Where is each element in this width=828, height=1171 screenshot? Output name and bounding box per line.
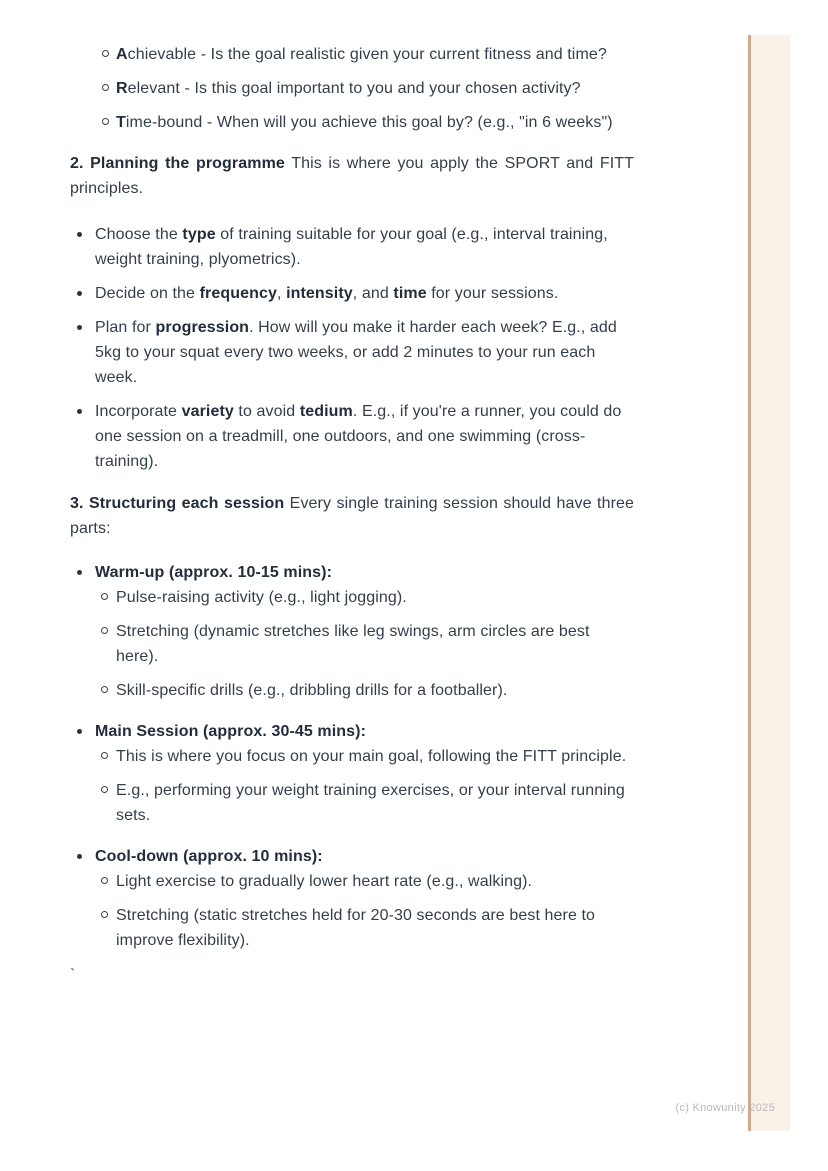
main-session-sublist bbox=[95, 744, 634, 828]
list-item: Stretching (static stretches held for 20-30 seconds are best here to improve flexibility). bbox=[95, 903, 634, 953]
list-item: E.g., performing your weight training exercises, or your interval running sets. bbox=[95, 778, 634, 828]
list-item: Decide on the frequency, intensity, and time for your sessions. bbox=[70, 281, 634, 306]
session-item-header: Warm-up (approx. 10-15 mins): bbox=[95, 564, 333, 581]
list-item: Achievable - Is the goal realistic given your current fitness and time? bbox=[70, 42, 634, 67]
list-item: Light exercise to gradually lower heart rate (e.g., walking). bbox=[95, 869, 634, 894]
list-item: Skill-specific drills (e.g., dribbling drills for a footballer). bbox=[95, 678, 634, 703]
smart-criteria-list bbox=[70, 42, 634, 135]
warm-up-sublist bbox=[95, 585, 634, 703]
stray-character: ` bbox=[70, 967, 76, 984]
planning-list bbox=[70, 222, 634, 474]
section-2-paragraph: 2. Planning the programme This is where you apply the SPORT and FITT principles. bbox=[70, 155, 634, 197]
section-3-paragraph: 3. Structuring each session Every single training session should have three parts: bbox=[70, 495, 634, 537]
list-item: This is where you focus on your main goal, following the FITT principle. bbox=[95, 744, 634, 769]
list-item: Plan for progression. How will you make it harder each week? E.g., add 5kg to your squat every two weeks, or add 2 minutes to your run each week. bbox=[70, 315, 634, 390]
session-item-header: Main Session (approx. 30-45 mins): bbox=[95, 723, 367, 740]
list-item bbox=[70, 719, 634, 828]
list-item bbox=[70, 844, 634, 953]
list-item: Stretching (dynamic stretches like leg swings, arm circles are best here). bbox=[95, 619, 634, 669]
list-item bbox=[70, 560, 634, 703]
list-item: Incorporate variety to avoid tedium. E.g., if you're a runner, you could do one session on a treadmill, one outdoors, and one swimming (cross-training). bbox=[70, 399, 634, 474]
session-item-header: Cool-down (approx. 10 mins): bbox=[95, 848, 323, 865]
document-content bbox=[70, 30, 634, 988]
list-item: Choose the type of training suitable for your goal (e.g., interval training, weight training, plyometrics). bbox=[70, 222, 634, 272]
list-item: Relevant - Is this goal important to you and your chosen activity? bbox=[70, 76, 634, 101]
decorative-stripe bbox=[748, 35, 790, 1131]
copyright-footer: (c) Knowunity 2025 bbox=[675, 1102, 775, 1114]
session-structure-list bbox=[70, 560, 634, 953]
list-item: Pulse-raising activity (e.g., light jogging). bbox=[95, 585, 634, 610]
list-item: Time-bound - When will you achieve this goal by? (e.g., "in 6 weeks") bbox=[70, 110, 634, 135]
cool-down-sublist bbox=[95, 869, 634, 953]
